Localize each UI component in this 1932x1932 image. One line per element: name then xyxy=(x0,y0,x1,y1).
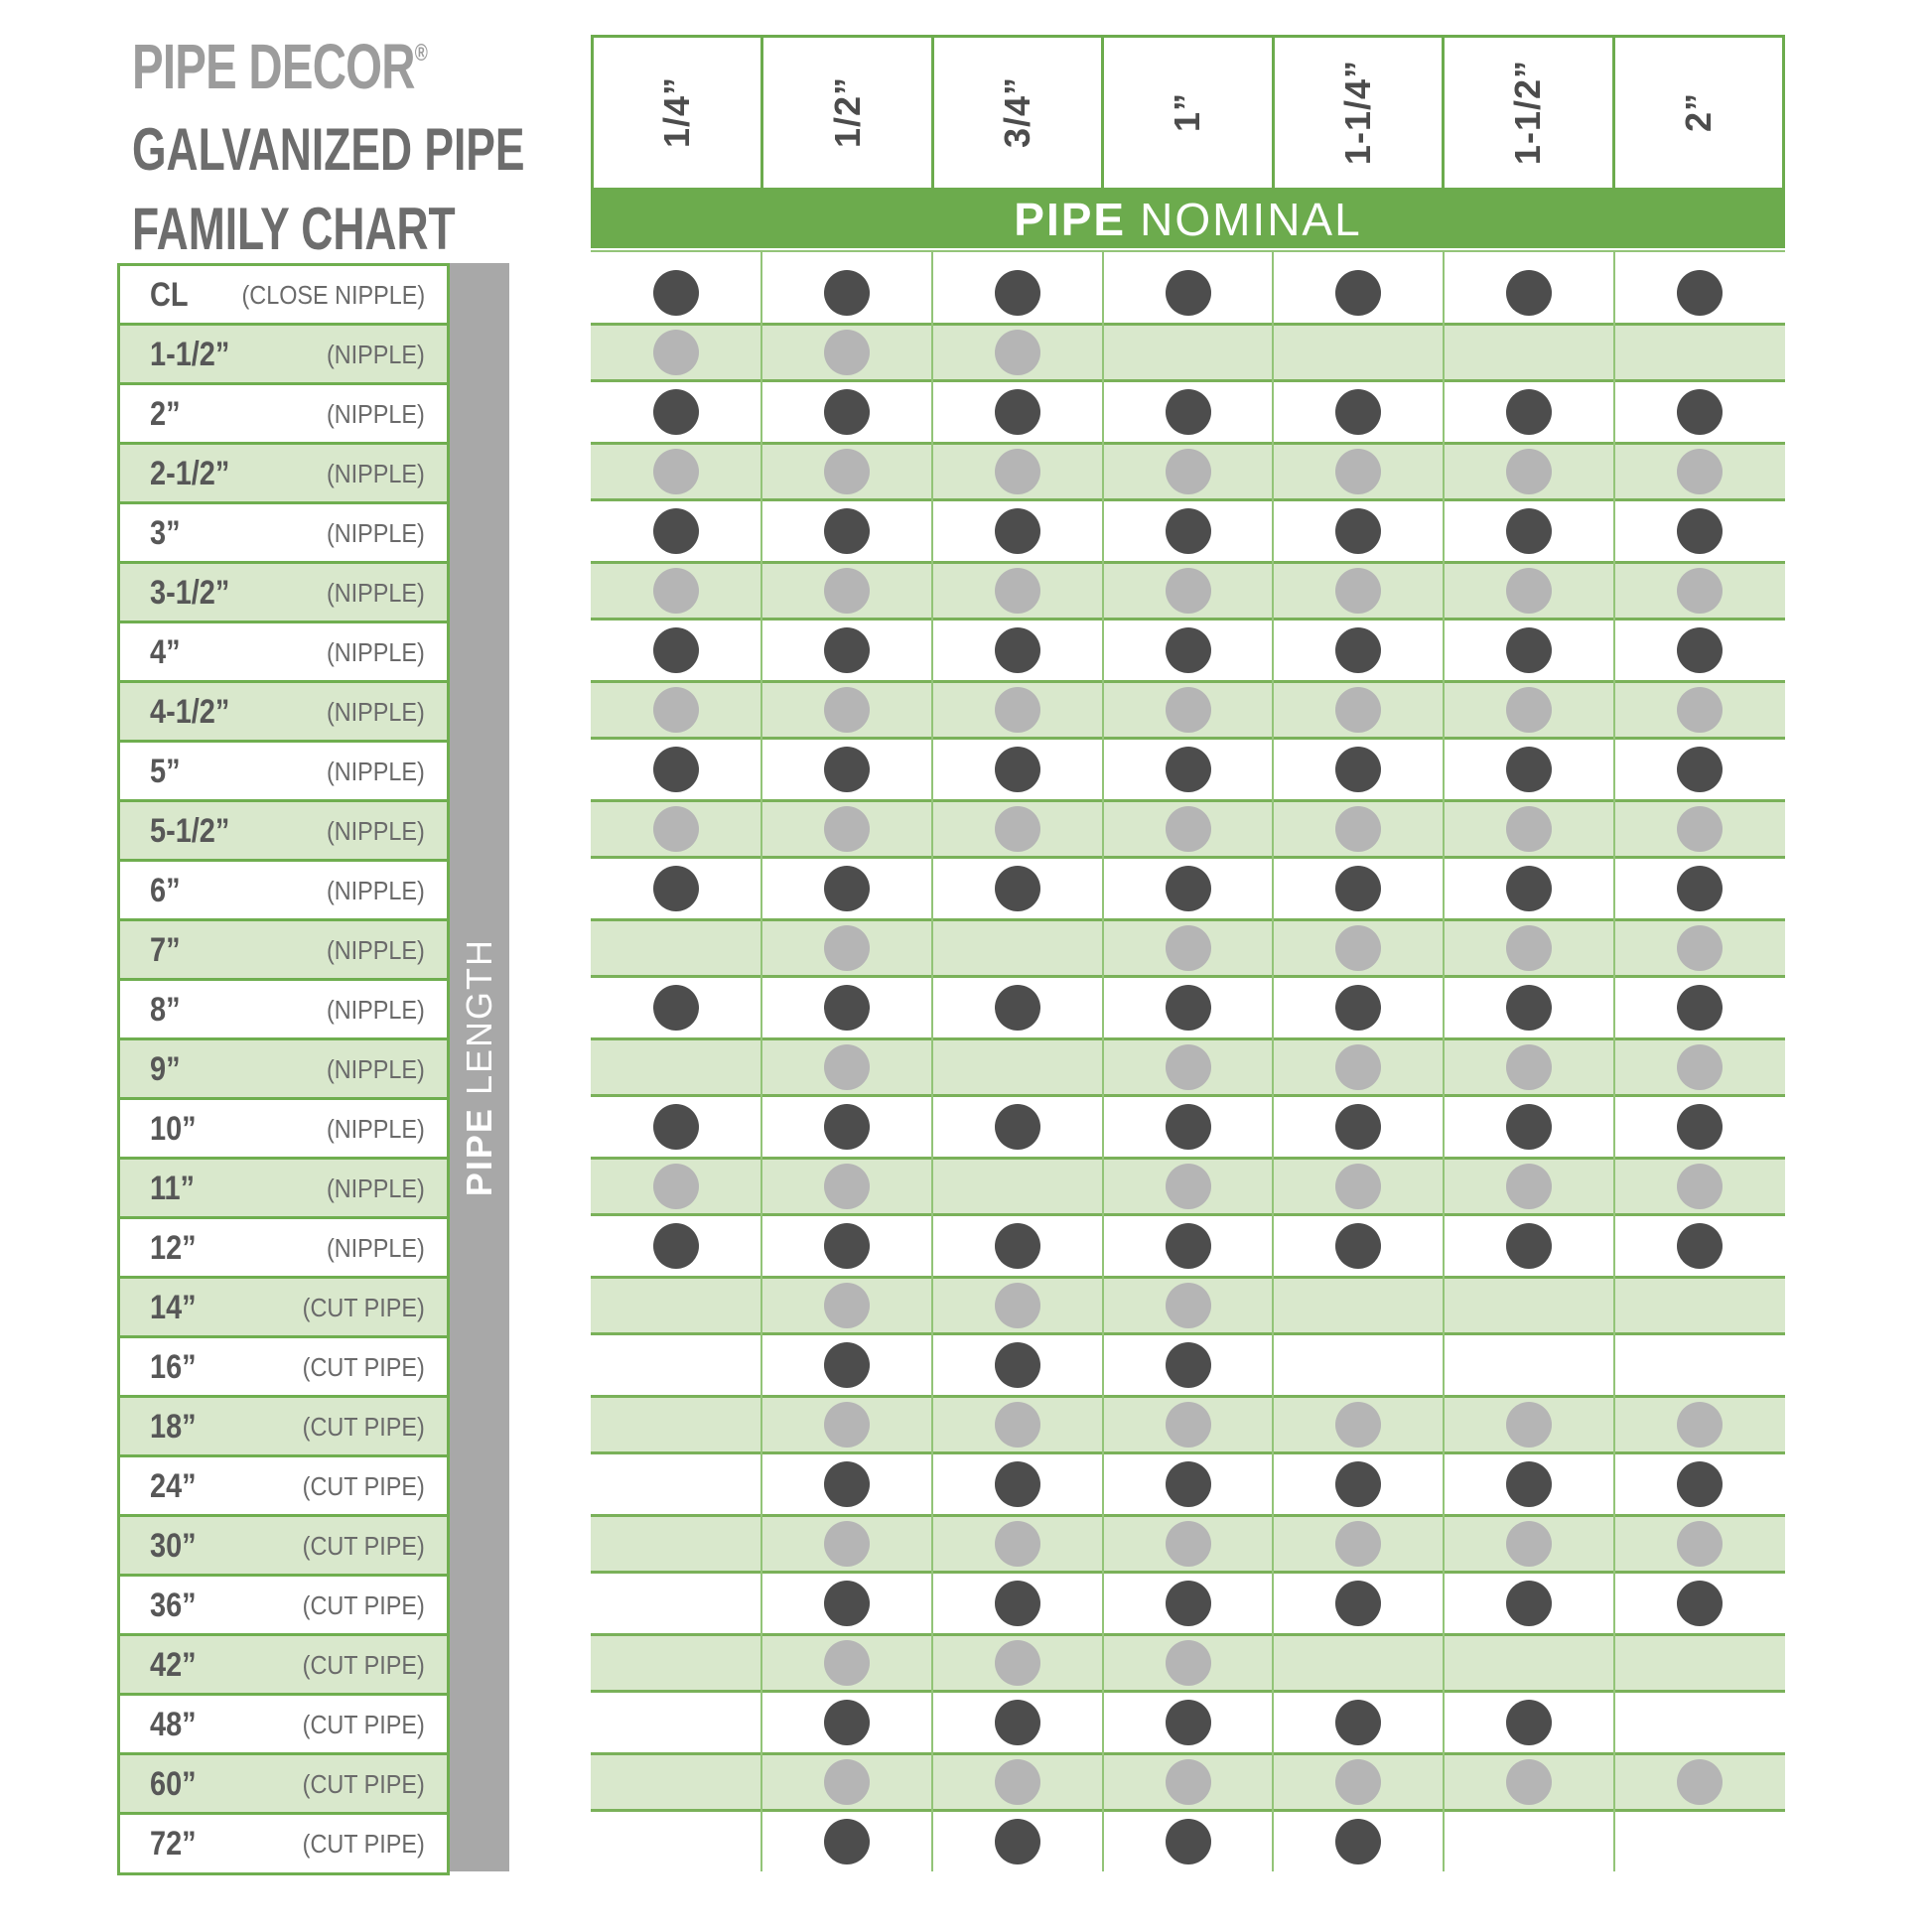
row-kind: (CUT PIPE) xyxy=(302,1649,425,1680)
availability-dot xyxy=(824,1283,870,1328)
brand-name: PIPE DECOR xyxy=(132,31,415,102)
row-size: 2” xyxy=(150,394,181,433)
row-kind: (NIPPLE) xyxy=(327,994,425,1025)
availability-dot xyxy=(995,1223,1040,1269)
column-header-1 xyxy=(591,35,763,191)
row-label xyxy=(117,859,450,922)
row-size: 11” xyxy=(150,1169,196,1207)
availability-dot xyxy=(1166,1044,1211,1090)
availability-dot xyxy=(1335,389,1381,435)
availability-dot xyxy=(653,747,699,792)
availability-dot xyxy=(1335,1164,1381,1209)
availability-dot xyxy=(1335,925,1381,971)
availability-dot xyxy=(1677,1759,1723,1805)
availability-dot xyxy=(653,270,699,316)
availability-dot xyxy=(1677,806,1723,852)
row-size: 5-1/2” xyxy=(150,811,230,850)
row-kind: (NIPPLE) xyxy=(327,815,425,846)
availability-dot xyxy=(1335,270,1381,316)
row-label xyxy=(117,323,450,386)
availability-dot xyxy=(995,806,1040,852)
row-label xyxy=(117,1812,450,1875)
row-label xyxy=(117,263,450,327)
availability-dot xyxy=(653,866,699,911)
availability-dot xyxy=(995,508,1040,554)
availability-dot xyxy=(1335,985,1381,1031)
pipe-length-label-bold: PIPE xyxy=(459,1107,499,1197)
availability-dot xyxy=(995,627,1040,673)
availability-dot xyxy=(1677,627,1723,673)
availability-dot xyxy=(1677,925,1723,971)
row-label-table xyxy=(117,263,450,1875)
availability-dot xyxy=(1166,687,1211,733)
row-label xyxy=(117,1335,450,1399)
availability-dot xyxy=(824,330,870,375)
availability-dot xyxy=(1506,1044,1552,1090)
row-kind: (NIPPLE) xyxy=(327,1113,425,1144)
row-kind: (CUT PIPE) xyxy=(302,1709,425,1739)
row-kind: (NIPPLE) xyxy=(327,458,425,488)
availability-dot xyxy=(995,866,1040,911)
availability-dot xyxy=(995,1521,1040,1567)
column-header-text: 1-1/4” xyxy=(1336,60,1378,166)
chart-title-line2: FAMILY CHART xyxy=(132,196,456,262)
row-kind: (CUT PIPE) xyxy=(302,1411,425,1442)
availability-dot xyxy=(1677,1521,1723,1567)
row-size: 4” xyxy=(150,632,181,671)
row-kind: (CUT PIPE) xyxy=(302,1530,425,1561)
row-kind: (NIPPLE) xyxy=(327,875,425,905)
row-kind: (NIPPLE) xyxy=(327,517,425,548)
availability-dot xyxy=(653,449,699,494)
availability-dot xyxy=(995,1104,1040,1150)
availability-dot xyxy=(1506,866,1552,911)
availability-dot xyxy=(1677,1044,1723,1090)
availability-dot xyxy=(1677,985,1723,1031)
pipe-length-label-rest: LENGTH xyxy=(459,937,499,1095)
row-kind: (CUT PIPE) xyxy=(302,1351,425,1382)
row-kind: (NIPPLE) xyxy=(327,636,425,667)
grid-column-line xyxy=(1102,250,1104,1871)
row-size: 30” xyxy=(150,1526,197,1565)
row-label xyxy=(117,1037,450,1101)
column-header-2 xyxy=(760,35,933,191)
availability-dot xyxy=(1677,270,1723,316)
availability-grid xyxy=(591,263,1785,1871)
availability-dot xyxy=(995,330,1040,375)
availability-dot xyxy=(1506,806,1552,852)
availability-dot xyxy=(1166,1342,1211,1388)
availability-dot xyxy=(824,925,870,971)
column-header-4 xyxy=(1101,35,1274,191)
availability-dot xyxy=(1166,1521,1211,1567)
logo-block xyxy=(132,22,663,269)
availability-dot xyxy=(1166,1700,1211,1745)
availability-dot xyxy=(995,270,1040,316)
row-label xyxy=(117,501,450,565)
grid-column-line xyxy=(1272,250,1274,1871)
pipe-nominal-label-bold: PIPE xyxy=(1014,194,1127,245)
row-label xyxy=(117,1454,450,1518)
availability-dot xyxy=(1677,1104,1723,1150)
availability-dot xyxy=(824,806,870,852)
pipe-length-bar xyxy=(450,263,509,1871)
availability-dot xyxy=(1506,568,1552,614)
availability-dot xyxy=(1166,389,1211,435)
availability-dot xyxy=(824,1759,870,1805)
availability-dot xyxy=(1166,1104,1211,1150)
availability-dot xyxy=(1506,747,1552,792)
column-header-text: 1” xyxy=(1167,92,1208,133)
row-label xyxy=(117,1693,450,1756)
availability-dot xyxy=(653,1164,699,1209)
availability-dot xyxy=(824,1521,870,1567)
row-label xyxy=(117,561,450,624)
row-label xyxy=(117,978,450,1041)
availability-dot xyxy=(824,568,870,614)
row-kind: (NIPPLE) xyxy=(327,756,425,786)
availability-dot xyxy=(824,1164,870,1209)
row-label xyxy=(117,1097,450,1161)
availability-dot xyxy=(995,1759,1040,1805)
availability-dot xyxy=(824,1402,870,1448)
availability-dot xyxy=(1506,1164,1552,1209)
row-kind: (CUT PIPE) xyxy=(302,1292,425,1322)
row-label xyxy=(117,1276,450,1339)
row-size: 48” xyxy=(150,1705,197,1743)
column-headers xyxy=(591,35,1785,191)
row-label xyxy=(117,1574,450,1637)
row-size: 8” xyxy=(150,990,181,1029)
row-label xyxy=(117,382,450,446)
availability-dot xyxy=(995,1342,1040,1388)
availability-dot xyxy=(1166,1581,1211,1626)
availability-dot xyxy=(1506,1461,1552,1507)
availability-dot xyxy=(995,1461,1040,1507)
availability-dot xyxy=(1677,389,1723,435)
availability-dot xyxy=(1677,1581,1723,1626)
availability-dot xyxy=(824,1223,870,1269)
availability-dot xyxy=(1506,1581,1552,1626)
column-header-7 xyxy=(1612,35,1785,191)
column-header-text: 3/4” xyxy=(997,76,1038,149)
grid-column-line xyxy=(1613,250,1615,1871)
availability-dot xyxy=(1335,568,1381,614)
availability-dot xyxy=(1506,1700,1552,1745)
row-size: 2-1/2” xyxy=(150,454,230,492)
availability-dot xyxy=(1335,1521,1381,1567)
row-label xyxy=(117,1395,450,1458)
availability-dot xyxy=(995,1700,1040,1745)
row-size: 1-1/2” xyxy=(150,335,230,373)
column-header-text: 1/4” xyxy=(656,76,698,149)
availability-dot xyxy=(653,687,699,733)
availability-dot xyxy=(1335,1581,1381,1626)
availability-dot xyxy=(653,389,699,435)
row-size: 18” xyxy=(150,1407,197,1446)
row-label xyxy=(117,1216,450,1280)
availability-dot xyxy=(1335,1104,1381,1150)
availability-dot xyxy=(1166,1402,1211,1448)
availability-dot xyxy=(653,627,699,673)
availability-dot xyxy=(824,1640,870,1686)
row-label xyxy=(117,442,450,505)
availability-dot xyxy=(653,1223,699,1269)
availability-dot xyxy=(1506,1104,1552,1150)
column-header-6 xyxy=(1442,35,1614,191)
availability-dot xyxy=(1166,1283,1211,1328)
availability-dot xyxy=(824,1581,870,1626)
availability-dot xyxy=(1506,1521,1552,1567)
row-kind: (CLOSE NIPPLE) xyxy=(241,279,425,310)
row-size: 12” xyxy=(150,1228,197,1267)
row-size: 10” xyxy=(150,1109,197,1148)
availability-dot xyxy=(1335,1759,1381,1805)
row-size: 7” xyxy=(150,930,181,969)
availability-dot xyxy=(1506,1402,1552,1448)
availability-dot xyxy=(1677,687,1723,733)
row-label xyxy=(117,1157,450,1220)
availability-dot xyxy=(1335,1402,1381,1448)
availability-dot xyxy=(995,1283,1040,1328)
grid-column-line xyxy=(1443,250,1445,1871)
column-header-5 xyxy=(1272,35,1445,191)
availability-dot xyxy=(995,449,1040,494)
row-kind: (NIPPLE) xyxy=(327,1232,425,1263)
availability-dot xyxy=(1335,866,1381,911)
availability-dot xyxy=(1335,806,1381,852)
row-size: 4-1/2” xyxy=(150,692,230,731)
availability-dot xyxy=(1166,1461,1211,1507)
row-size: 24” xyxy=(150,1466,197,1505)
availability-dot xyxy=(1166,866,1211,911)
availability-dot xyxy=(824,866,870,911)
row-size: 3-1/2” xyxy=(150,573,230,612)
row-kind: (CUT PIPE) xyxy=(302,1768,425,1799)
row-size: 6” xyxy=(150,871,181,909)
availability-dot xyxy=(995,985,1040,1031)
availability-dot xyxy=(1677,866,1723,911)
pipe-length-label xyxy=(459,938,500,1196)
availability-dot xyxy=(1335,449,1381,494)
row-size: 42” xyxy=(150,1645,197,1684)
availability-dot xyxy=(1335,1819,1381,1864)
availability-dot xyxy=(1677,508,1723,554)
row-size: 14” xyxy=(150,1288,197,1326)
row-kind: (CUT PIPE) xyxy=(302,1470,425,1501)
availability-dot xyxy=(1166,925,1211,971)
availability-dot xyxy=(653,806,699,852)
availability-dot xyxy=(1335,747,1381,792)
availability-dot xyxy=(824,1104,870,1150)
availability-dot xyxy=(1166,806,1211,852)
availability-dot xyxy=(1506,627,1552,673)
availability-dot xyxy=(824,1819,870,1864)
row-size: 5” xyxy=(150,752,181,790)
availability-dot xyxy=(995,1640,1040,1686)
row-kind: (NIPPLE) xyxy=(327,339,425,369)
availability-dot xyxy=(1166,1759,1211,1805)
availability-dot xyxy=(1677,1223,1723,1269)
row-label xyxy=(117,1752,450,1816)
availability-dot xyxy=(1335,508,1381,554)
availability-dot xyxy=(1506,1223,1552,1269)
availability-dot xyxy=(1166,1164,1211,1209)
row-kind: (NIPPLE) xyxy=(327,1053,425,1084)
availability-dot xyxy=(1506,925,1552,971)
row-label xyxy=(117,1514,450,1578)
availability-dot xyxy=(824,389,870,435)
row-size: 60” xyxy=(150,1764,197,1803)
availability-dot xyxy=(653,508,699,554)
availability-dot xyxy=(1166,627,1211,673)
availability-dot xyxy=(1166,1819,1211,1864)
availability-dot xyxy=(995,568,1040,614)
row-kind: (NIPPLE) xyxy=(327,1173,425,1203)
availability-dot xyxy=(653,985,699,1031)
availability-dot xyxy=(1506,508,1552,554)
availability-dot xyxy=(1506,449,1552,494)
availability-dot xyxy=(824,508,870,554)
availability-dot xyxy=(1166,270,1211,316)
availability-dot xyxy=(995,1581,1040,1626)
pipe-nominal-bar xyxy=(591,191,1785,248)
availability-dot xyxy=(1677,568,1723,614)
row-size: 36” xyxy=(150,1586,197,1624)
column-header-text: 2” xyxy=(1677,92,1719,133)
availability-dot xyxy=(1166,985,1211,1031)
row-size: 9” xyxy=(150,1049,181,1088)
availability-dot xyxy=(1506,389,1552,435)
row-size: 16” xyxy=(150,1347,197,1386)
availability-dot xyxy=(824,627,870,673)
availability-dot xyxy=(1506,270,1552,316)
brand-logo xyxy=(132,22,525,102)
availability-dot xyxy=(1677,1461,1723,1507)
row-label xyxy=(117,799,450,863)
availability-dot xyxy=(995,1402,1040,1448)
row-size: 3” xyxy=(150,513,181,552)
availability-dot xyxy=(995,687,1040,733)
availability-dot xyxy=(824,449,870,494)
row-kind: (NIPPLE) xyxy=(327,398,425,429)
availability-dot xyxy=(1166,568,1211,614)
row-label xyxy=(117,621,450,684)
chart-title-line1: GALVANIZED PIPE xyxy=(132,116,525,183)
availability-dot xyxy=(1677,747,1723,792)
availability-dot xyxy=(653,568,699,614)
availability-dot xyxy=(1166,1640,1211,1686)
column-header-3 xyxy=(931,35,1104,191)
availability-dot xyxy=(653,330,699,375)
availability-dot xyxy=(824,985,870,1031)
availability-dot xyxy=(824,1342,870,1388)
availability-dot xyxy=(1677,449,1723,494)
availability-dot xyxy=(995,1819,1040,1864)
availability-dot xyxy=(1335,1044,1381,1090)
availability-dot xyxy=(1506,1759,1552,1805)
availability-dot xyxy=(995,389,1040,435)
row-kind: (CUT PIPE) xyxy=(302,1828,425,1859)
row-kind: (CUT PIPE) xyxy=(302,1589,425,1620)
grid-column-line xyxy=(931,250,933,1871)
availability-dot xyxy=(824,747,870,792)
grid-top-line xyxy=(591,250,1785,252)
availability-dot xyxy=(824,1700,870,1745)
availability-dot xyxy=(1677,1164,1723,1209)
availability-dot xyxy=(824,687,870,733)
column-header-text: 1-1/2” xyxy=(1507,60,1549,166)
availability-dot xyxy=(1335,627,1381,673)
availability-dot xyxy=(1335,1700,1381,1745)
availability-dot xyxy=(653,1104,699,1150)
row-stripe xyxy=(591,323,1785,382)
registered-mark: ® xyxy=(414,40,428,67)
availability-dot xyxy=(1506,985,1552,1031)
availability-dot xyxy=(1166,449,1211,494)
grid-column-line xyxy=(760,250,762,1871)
availability-dot xyxy=(1677,1402,1723,1448)
availability-dot xyxy=(1506,687,1552,733)
availability-dot xyxy=(824,1461,870,1507)
availability-dot xyxy=(1166,508,1211,554)
row-size: 72” xyxy=(150,1824,197,1863)
availability-dot xyxy=(1166,1223,1211,1269)
row-label xyxy=(117,1633,450,1697)
row-kind: (NIPPLE) xyxy=(327,934,425,965)
row-kind: (NIPPLE) xyxy=(327,577,425,608)
availability-dot xyxy=(1335,687,1381,733)
row-label xyxy=(117,680,450,744)
availability-dot xyxy=(824,1044,870,1090)
availability-dot xyxy=(1166,747,1211,792)
pipe-nominal-label-rest: NOMINAL xyxy=(1140,194,1362,245)
availability-dot xyxy=(995,747,1040,792)
row-kind: (NIPPLE) xyxy=(327,696,425,727)
availability-dot xyxy=(1335,1461,1381,1507)
row-label xyxy=(117,740,450,803)
availability-dot xyxy=(1335,1223,1381,1269)
column-header-text: 1/2” xyxy=(826,76,868,149)
availability-dot xyxy=(824,270,870,316)
row-size: CL xyxy=(150,275,189,314)
row-label xyxy=(117,918,450,982)
